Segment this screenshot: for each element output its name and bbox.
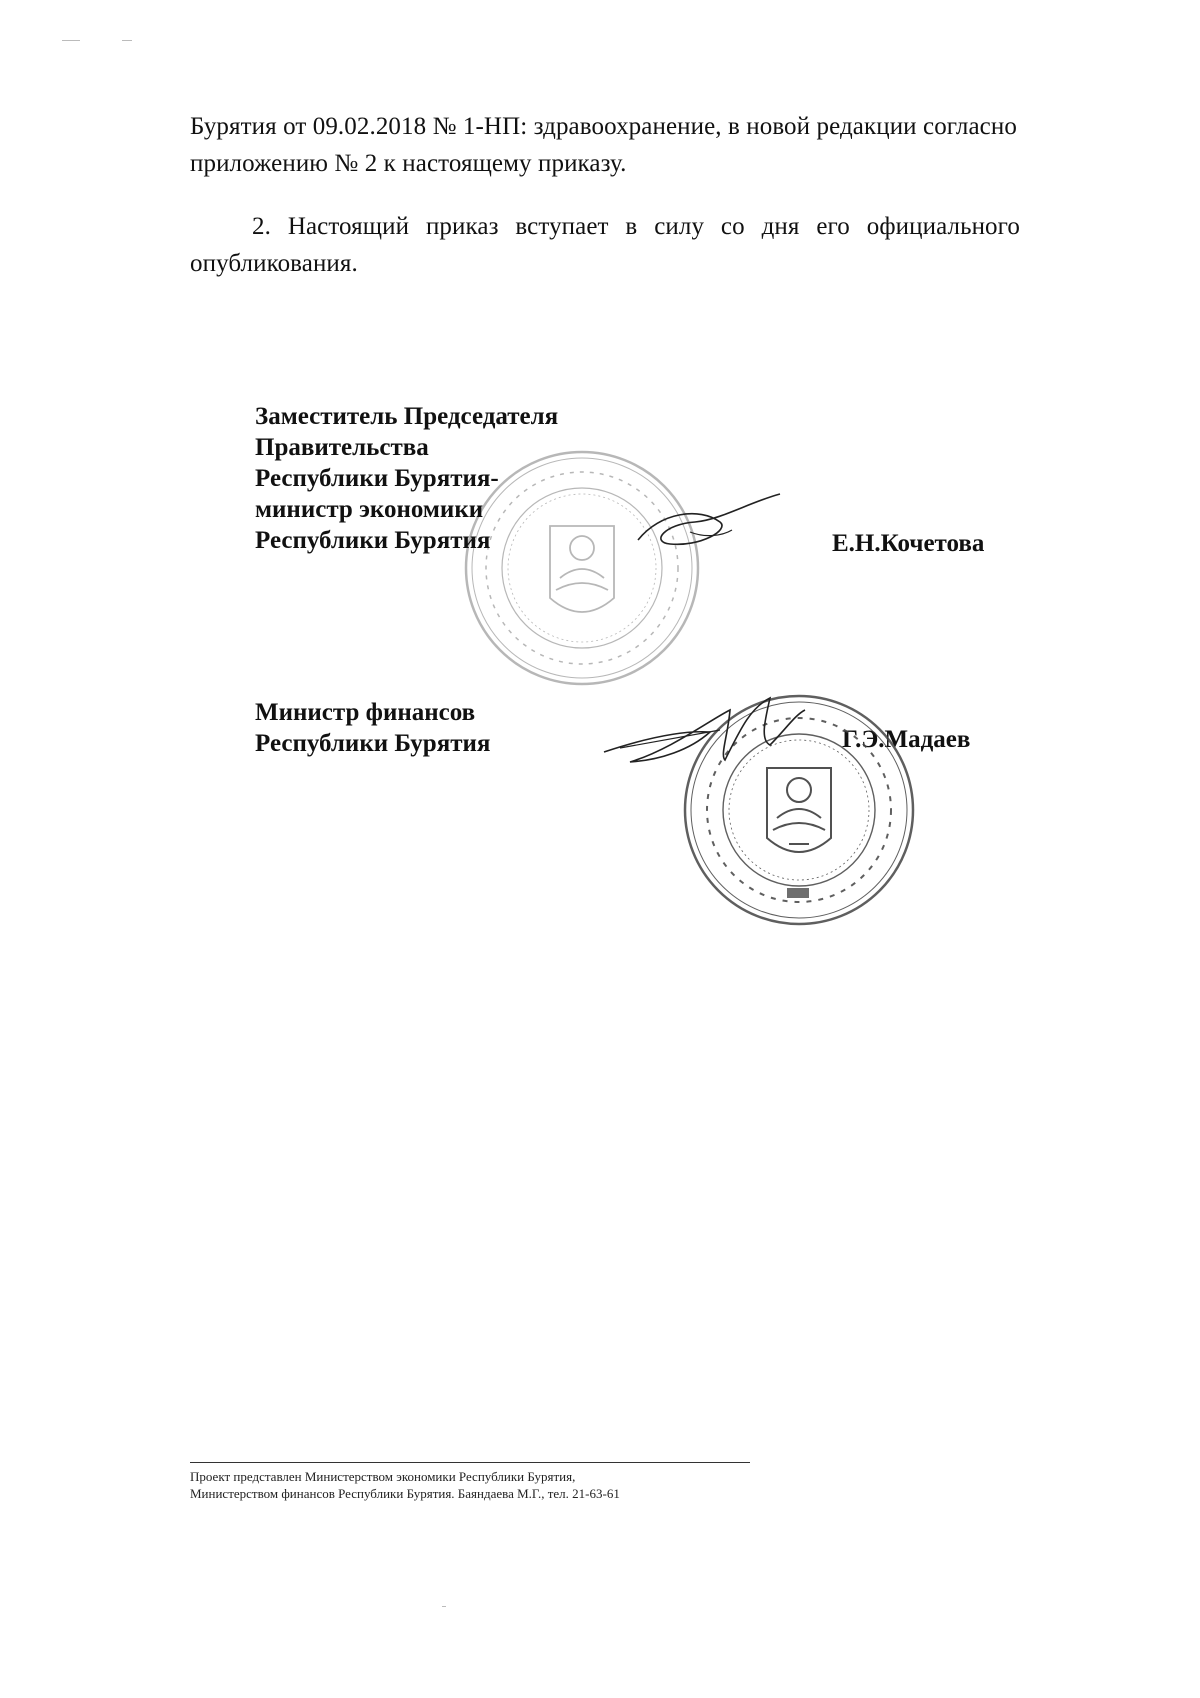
signatory-title-line: Республики Бурятия	[255, 527, 491, 554]
paragraph-1: Бурятия от 09.02.2018 № 1-НП: здравоохранение, в новой редакции согласно приложению № 2 к настоящему приказу.	[190, 113, 1017, 177]
scan-speck	[62, 40, 80, 41]
footnote-divider	[190, 1462, 750, 1463]
signatory-title-line: Министр финансов	[255, 699, 476, 726]
footnote	[190, 1468, 620, 1502]
paragraph-2	[190, 208, 1020, 282]
signatory-2-name: Г.Э.Мадаев	[842, 726, 971, 753]
signatory-title-line: Республики Бурятия-	[255, 465, 499, 492]
footnote-line-1: Проект представлен Министерством экономики Республики Бурятия,	[190, 1469, 576, 1484]
signatory-title-line: Правительства	[255, 434, 429, 461]
footnote-line-2: Министерством финансов Республики Бурятия. Баяндаева М.Г., тел. 21-63-61	[190, 1486, 620, 1501]
signatory-1-title	[255, 401, 558, 556]
scan-speck	[122, 40, 132, 41]
signatory-title-line: Заместитель Председателя	[255, 403, 559, 430]
signatory-title-line: Республики Бурятия	[255, 730, 491, 757]
paragraph-2-line-1: 2. Настоящий приказ вступает в силу со дня его официального	[252, 213, 1020, 240]
signatory-title-line: министр экономики	[255, 496, 484, 523]
handwritten-signature-icon	[600, 690, 810, 780]
paragraph-2-line-2: опубликования.	[190, 250, 358, 277]
signatory-1-name: Е.Н.Кочетова	[832, 530, 985, 557]
scan-speck	[442, 1606, 446, 1607]
signatory-2-title	[255, 697, 490, 759]
handwritten-signature-icon	[630, 492, 790, 572]
